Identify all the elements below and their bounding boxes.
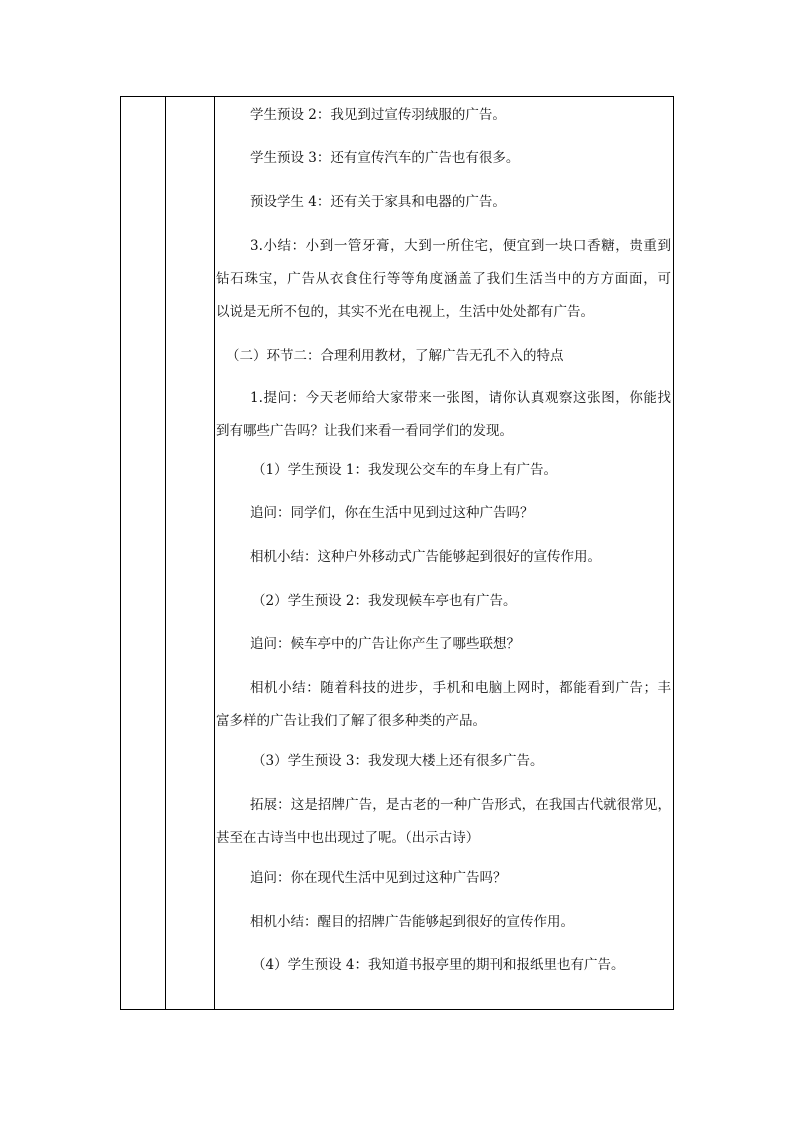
text-line: （2）学生预设 2：我发现候车亭也有广告。	[252, 593, 517, 609]
text-line: 追问：候车亭中的广告让你产生了哪些联想？	[250, 636, 520, 652]
text-line: 甚至在古诗当中也出现过了呢。（出示古诗）	[216, 830, 480, 846]
paragraph-extension	[216, 791, 671, 852]
table-column-divider-1	[165, 97, 166, 1009]
text-line: 相机小结：随着科技的进步，手机和电脑上网时，都能看到广告；丰	[250, 680, 671, 696]
paragraph-summary-3	[216, 232, 671, 326]
paragraph-summary-2	[216, 674, 671, 735]
text-line: 3.小结：小到一管牙膏，大到一所住宅，便宜到一块口香糖，贵重到	[250, 238, 671, 254]
text-line: 追问：你在现代生活中见到过这种广告吗？	[250, 870, 507, 886]
paragraph-preset-item-1	[216, 456, 707, 484]
text-line: （1）学生预设 1：我发现公交车的车身上有广告。	[252, 462, 557, 478]
text-line: 学生预设 3：还有宣传汽车的广告也有很多。	[250, 150, 520, 166]
paragraph-student-preset-2	[216, 101, 705, 129]
paragraph-follow-up-2	[216, 630, 705, 658]
text-line: 以说是无所不包的，其实不光在电视上，生活中处处都有广告。	[216, 304, 594, 320]
table-column-divider-2	[214, 97, 215, 1009]
paragraph-student-preset-4	[216, 188, 705, 216]
text-line: （3）学生预设 3：我发现大楼上还有很多广告。	[252, 753, 544, 769]
text-line: 富多样的广告让我们了解了很多种类的产品。	[216, 713, 486, 729]
text-line: 拓展：这是招牌广告，是古老的一种广告形式，在我国古代就很常见，	[250, 797, 671, 813]
text-line: 到有哪些广告吗？让我们来看一看同学们的发现。	[216, 423, 513, 439]
text-line: 相机小结：醒目的招牌广告能够起到很好的宣传作用。	[250, 914, 574, 930]
text-line: 追问：同学们，你在生活中见到过这种广告吗？	[250, 505, 534, 521]
paragraph-follow-up-1	[216, 499, 705, 527]
paragraph-section-two-heading	[216, 342, 681, 370]
paragraph-student-preset-3	[216, 144, 705, 172]
text-line: 学生预设 2：我见到过宣传羽绒服的广告。	[250, 107, 506, 123]
paragraph-summary-1	[216, 543, 705, 571]
lesson-plan-table	[120, 96, 674, 1010]
text-line: （4）学生预设 4：我知道书报亭里的期刊和报纸里也有广告。	[252, 957, 625, 973]
paragraph-preset-item-4	[216, 951, 707, 979]
text-line: 相机小结：这种户外移动式广告能够起到很好的宣传作用。	[250, 549, 601, 565]
paragraph-preset-item-2	[216, 587, 707, 615]
paragraph-follow-up-3	[216, 864, 705, 892]
paragraph-summary-3b	[216, 908, 705, 936]
text-line: 预设学生 4：还有关于家具和电器的广告。	[250, 194, 506, 210]
paragraph-question-1	[216, 384, 671, 445]
text-line: 1.提问：今天老师给大家带来一张图，请你认真观察这张图，你能找	[250, 390, 671, 406]
text-line: （二）环节二：合理利用教材，了解广告无孔不入的特点	[226, 348, 564, 364]
text-line: 钻石珠宝，广告从衣食住行等等角度涵盖了我们生活当中的方方面面，可	[216, 271, 671, 287]
paragraph-preset-item-3	[216, 747, 707, 775]
